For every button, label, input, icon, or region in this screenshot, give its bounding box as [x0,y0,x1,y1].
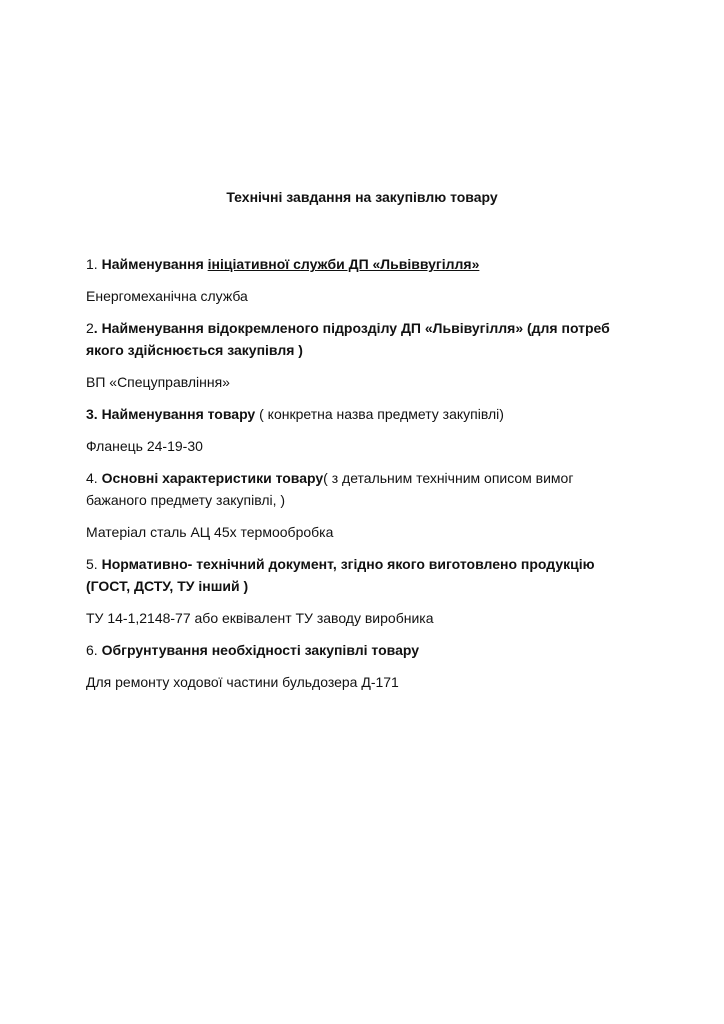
spacer [86,629,652,639]
section-4-value: Матеріал сталь АЦ 45х термообробка [86,524,334,540]
section-2-number: 2 [86,320,94,336]
section-1-heading [86,253,652,275]
section-4-heading-normal-1: ( з детальним технічним описом вимог [323,470,574,486]
document-title: Технічні завдання на закупівлю товару [226,189,498,205]
section-2-heading-bold-1: . Найменування відокремленого підрозділу ДП «Львівугілля» (для потреб [93,320,610,336]
section-5-number: 5. [86,556,102,572]
spacer [86,543,652,553]
spacer [86,457,652,467]
section-6-heading [86,639,652,661]
section-6-heading-bold: Обгрунтування необхідності закупівлі товару [101,642,420,658]
section-3-heading-normal: ( конкретна назва предмету закупівлі) [255,406,504,422]
section-5-heading-bold-1: Нормативно- технічний документ, згідно якого виготовлено продукцію [101,556,595,572]
spacer [86,597,652,607]
spacer [86,511,652,521]
section-4-heading-line-2: бажаного предмету закупівлі, ) [86,492,286,508]
spacer [86,425,652,435]
section-1-number: 1. [86,256,102,272]
spacer [86,361,652,371]
section-2-value: ВП «Спецуправління» [86,374,230,390]
section-1-heading-underlined: ініціативної служби ДП «Львіввугілля» [207,256,480,272]
spacer [86,661,652,671]
document-body [86,253,652,693]
spacer [86,275,652,285]
section-5-heading-line-2: (ГОСТ, ДСТУ, ТУ інший ) [86,578,249,594]
section-1-heading-bold: Найменування [101,256,208,272]
section-2-heading-line-1 [86,317,652,339]
section-5-heading-line-1 [86,553,652,575]
section-4-heading-bold: Основні характеристики товару [101,470,324,486]
section-4-number: 4. [86,470,102,486]
section-3-heading [86,403,652,425]
section-2-heading-line-2: якого здійснюється закупівля ) [86,342,303,358]
section-6-value: Для ремонту ходової частини бульдозера Д-171 [86,674,399,690]
section-1-value: Енергомеханічна служба [86,288,248,304]
section-4-heading-line-1 [86,467,652,489]
section-6-number: 6. [86,642,102,658]
section-5-value: ТУ 14-1,2148-77 або еквівалент ТУ заводу виробника [86,610,434,626]
spacer [86,393,652,403]
section-3-heading-bold: 3. Найменування товару [86,406,256,422]
section-3-value: Фланець 24-19-30 [86,438,203,454]
spacer [86,307,652,317]
